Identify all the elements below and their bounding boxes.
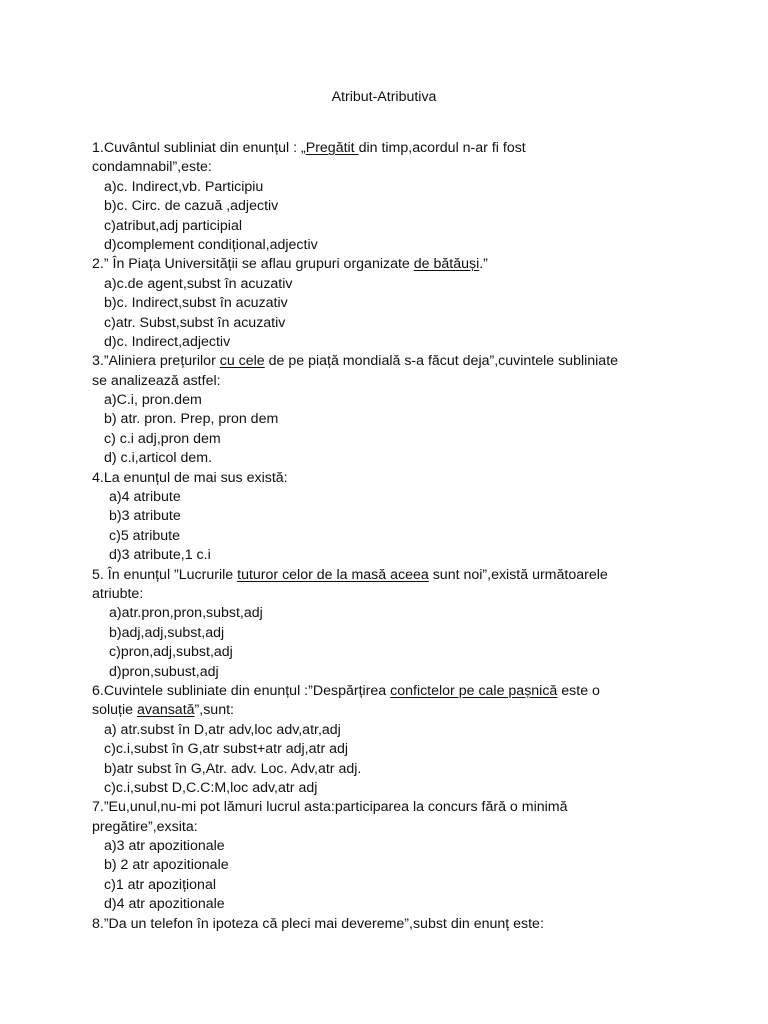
- underlined-phrase: tuturor celor de la masă aceea: [237, 566, 429, 583]
- option-4d: d)3 atribute,1 c.i: [109, 547, 211, 564]
- question-text: din timp,acordul n-ar fi fost: [358, 140, 526, 156]
- question-text: 2.” În Piața Universității se aflau grupuri organizate: [92, 256, 414, 273]
- document-title: Atribut-Atributiva: [331, 89, 437, 105]
- option-6c: c)c.i,subst în G,atr subst+atr adj,atr adj: [104, 741, 349, 758]
- question-text: de pe piață mondială s-a făcut deja”,cuvintele subliniate: [264, 353, 619, 370]
- question-text: 3.”Aliniera prețurilor: [92, 353, 220, 370]
- option-3a: a)C.i, pron.dem: [104, 392, 202, 409]
- option-6b: b)atr subst în G,Atr. adv. Loc. Adv,atr adj.: [104, 760, 362, 777]
- question-3-line-2: se analizează astfel:: [92, 372, 221, 389]
- question-text: soluție: [92, 702, 137, 719]
- option-3b: b) atr. pron. Prep, pron dem: [104, 411, 279, 428]
- question-2-line-1: [92, 255, 732, 274]
- question-5-line-2: atriubte:: [92, 585, 144, 602]
- question-6-line-1: [92, 682, 732, 701]
- question-text: 1.Cuvântul subliniat din enunțul : „: [92, 140, 306, 156]
- underlined-word: cu cele: [219, 353, 265, 370]
- question-7-line-2: pregătire”,exsita:: [92, 818, 198, 835]
- option-7d: d)4 atr apozitionale: [104, 896, 225, 913]
- question-3-line-1: [92, 352, 732, 371]
- option-4a: a)4 atribute: [109, 489, 181, 506]
- question-text: sunt noi”,există următoarele: [428, 566, 608, 583]
- question-4-line-1: 4.La enunțul de mai sus există:: [92, 469, 288, 486]
- option-7a: a)3 atr apozitionale: [104, 838, 225, 855]
- question-text: 5. În enunțul ”Lucrurile: [92, 566, 238, 583]
- option-2a: a)c.de agent,subst în acuzativ: [104, 275, 293, 292]
- underlined-phrase: confictelor pe cale pașnică: [390, 682, 558, 699]
- underlined-word: de bătăuși: [413, 256, 480, 273]
- option-2b: b)c. Indirect,subst în acuzativ: [104, 295, 288, 312]
- option-4c: c)5 atribute: [109, 527, 180, 544]
- option-1c: c)atribut,adj participial: [104, 217, 242, 234]
- question-text: 6.Cuvintele subliniate din enunțul :”Despărțirea: [92, 682, 391, 699]
- option-6c-second: c)c.i,subst D,C.C:M,loc adv,atr adj: [104, 779, 318, 796]
- option-3d: d) c.i,articol dem.: [104, 450, 213, 467]
- option-5c: c)pron,adj,subst,adj: [109, 644, 233, 661]
- question-1-line-2: condamnabil”,este:: [92, 159, 212, 176]
- option-7b: b) 2 atr apozitionale: [104, 857, 229, 874]
- question-7-line-1: 7.”Eu,unul,nu-mi pot lămuri lucrul asta:participarea la concurs fără o minimă: [92, 799, 568, 816]
- option-7c: c)1 atr apozițional: [104, 876, 216, 893]
- option-2c: c)atr. Subst,subst în acuzativ: [104, 314, 286, 331]
- question-5-line-1: [92, 566, 732, 585]
- underlined-word: Pregătit: [305, 140, 359, 156]
- question-6-line-2: [92, 701, 732, 720]
- option-1b: b)c. Circ. de cazuă ,adjectiv: [104, 198, 279, 215]
- question-1-line-1: [92, 139, 732, 158]
- option-1d: d)complement condițional,adjectiv: [104, 236, 318, 253]
- document-body: [92, 139, 732, 934]
- question-text: este o: [557, 682, 600, 699]
- underlined-word: avansată: [136, 702, 195, 719]
- question-text: ”,sunt:: [194, 702, 234, 719]
- option-2d: d)c. Indirect,adjectiv: [104, 333, 231, 350]
- option-5b: b)adj,adj,subst,adj: [109, 624, 225, 641]
- option-6a: a) atr.subst în D,atr adv,loc adv,atr,adj: [104, 721, 341, 738]
- option-4b: b)3 atribute: [109, 508, 181, 525]
- question-8-line-1: 8.”Da un telefon în ipoteza că pleci mai devereme”,subst din enunț este:: [92, 915, 544, 932]
- option-3c: c) c.i adj,pron dem: [104, 430, 221, 447]
- option-5d: d)pron,subust,adj: [109, 663, 219, 680]
- option-5a: a)atr.pron,pron,subst,adj: [109, 605, 263, 622]
- question-text: .”: [479, 256, 488, 273]
- option-1a: a)c. Indirect,vb. Participiu: [104, 178, 264, 195]
